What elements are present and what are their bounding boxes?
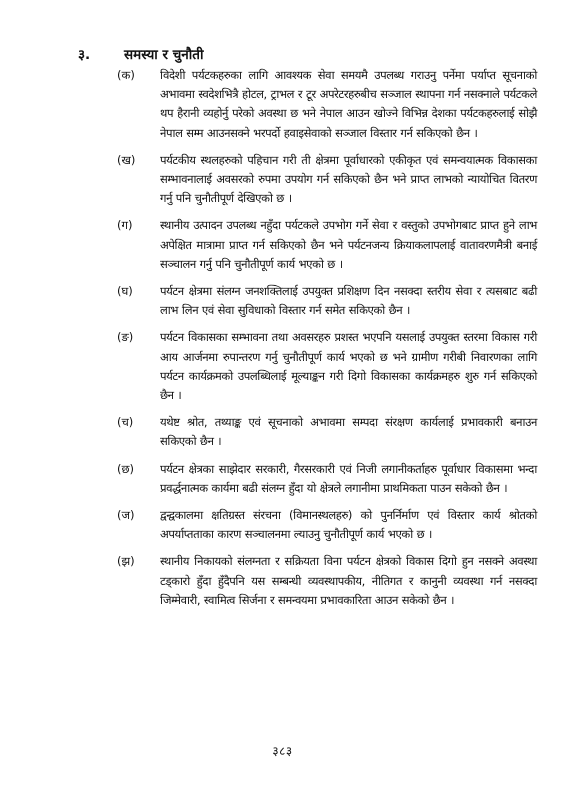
list-item bbox=[112, 328, 537, 405]
list-item bbox=[112, 552, 537, 610]
page-number: ३८३ bbox=[272, 744, 293, 758]
item-text: यथेष्ट श्रोत, तथ्याङ्क एवं सूचनाको अभावमा सम्पदा संरक्षण कार्यलाई प्रभावकारी बनाउन सकिएको छैन । bbox=[160, 415, 537, 449]
item-text: पर्यटन क्षेत्रका साझेदार सरकारी, गैरसरकारी एवं निजी लगानीकर्ताहरु पूर्वाधार विकासमा भन्दा प्रवर्द्धनात्मक कार्यमा बढी संलग्न हुँदा यो क्षेत्रले लगानीमा प्राथमिकता पाउन सकेको छैन । bbox=[160, 461, 537, 495]
item-text: द्वन्द्वकालमा क्षतिग्रस्त संरचना (विमानस्थलहरु) को पुनर्निर्माण एवं विस्तार कार्य श्रोतको अपर्याप्तताका कारण सञ्चालनमा ल्याउनु चुनौतीपूर्ण कार्य भएको छ । bbox=[160, 508, 537, 542]
list-item bbox=[112, 460, 537, 498]
challenge-list bbox=[112, 66, 537, 618]
item-text: पर्यटन विकासका सम्भावना तथा अवसरहरु प्रशस्त भएपनि यसलाई उपयुक्त स्तरमा विकास गरी आय आर्जनमा रुपान्तरण गर्नु चुनौतीपूर्ण कार्य भएको छ भने ग्रामीण गरीबी निवारणका लागि पर्यटन कार्यक्रमको उपलब्धिलाई मूल्याङ्कन गरी दिगो विकासका कार्यक्रमहरु शुरु गर्न सकिएको छैन । bbox=[160, 330, 537, 403]
item-label: (ज) bbox=[117, 508, 135, 523]
section-title: समस्या र चुनौती bbox=[124, 47, 204, 63]
list-item bbox=[112, 413, 537, 451]
list-item bbox=[112, 506, 537, 544]
item-label: (झ) bbox=[117, 554, 135, 569]
list-item bbox=[112, 282, 537, 320]
item-label: (घ) bbox=[117, 284, 133, 299]
item-label: (छ) bbox=[117, 461, 135, 476]
item-label: (ग) bbox=[117, 218, 133, 233]
item-text: पर्यटकीय स्थलहरुको पहिचान गरी ती क्षेत्रमा पूर्वाधारको एकीकृत एवं समन्वयात्मक विकासका सम्भावनालाई अवसरको रुपमा उपयोग गर्न सकिएको छैन भने प्राप्त लाभको न्यायोचित वितरण गर्नु पनि चुनौतीपूर्ण देखिएको छ । bbox=[160, 152, 537, 206]
list-item bbox=[112, 216, 537, 274]
item-label: (च) bbox=[117, 415, 134, 430]
item-label: (क) bbox=[117, 68, 135, 82]
section-heading bbox=[78, 46, 203, 64]
item-text: स्थानीय उत्पादन उपलब्ध नहुँदा पर्यटकले उपभोग गर्ने सेवा र वस्तुको उपभोगबाट प्राप्त हुने लाभ अपेक्षित मात्रामा प्राप्त गर्न सकिएको छैन भने पर्यटनजन्य क्रियाकलापलाई वातावरणमैत्री बनाई सञ्चालन गर्नु पनि चुनौतीपूर्ण कार्य भएको छ । bbox=[160, 218, 537, 271]
item-text: विदेशी पर्यटकहरुका लागि आवश्यक सेवा समयमै उपलब्ध गराउनु पर्नेमा पर्याप्त सूचनाको अभावमा स्वदेशभित्रै होटल, ट्राभल र टूर अपरेटरहरुबीच सञ्जाल स्थापना गर्न नसक्नाले पर्यटकले थप हैरानी व्यहोर्नु परेको अवस्था छ भने नेपाल आउन खोज्ने विभिन्न देशका पर्यटकहरुलाई सोझै नेपाल सम्म आउनसक्ने भरपर्दो हवाइसेवाको सञ्जाल विस्तार गर्न सकिएको छैन । bbox=[160, 68, 537, 140]
item-text: स्थानीय निकायको संलग्नता र सक्रियता विना पर्यटन क्षेत्रको विकास दिगो हुन नसक्ने अवस्था टड्कारो हुँदा हुँदैपनि यस सम्बन्धी व्यवस्थापकीय, नीतिगत र कानुनी व्यवस्था गर्न नसक्दा जिम्मेवारी, स्वामित्व सिर्जना र समन्वयमा प्रभावकारिता आउन सकेको छैन । bbox=[160, 554, 537, 607]
item-label: (ङ) bbox=[117, 330, 134, 345]
list-item bbox=[112, 151, 537, 209]
item-label: (ख) bbox=[117, 152, 136, 167]
item-text: पर्यटन क्षेत्रमा संलग्न जनशक्तिलाई उपयुक्त प्रशिक्षण दिन नसक्दा स्तरीय सेवा र त्यसबाट बढी लाभ लिन एवं सेवा सुविधाको विस्तार गर्न समेत सकिएको छैन । bbox=[160, 284, 537, 318]
section-number: ३. bbox=[78, 47, 91, 63]
list-item bbox=[112, 66, 537, 143]
